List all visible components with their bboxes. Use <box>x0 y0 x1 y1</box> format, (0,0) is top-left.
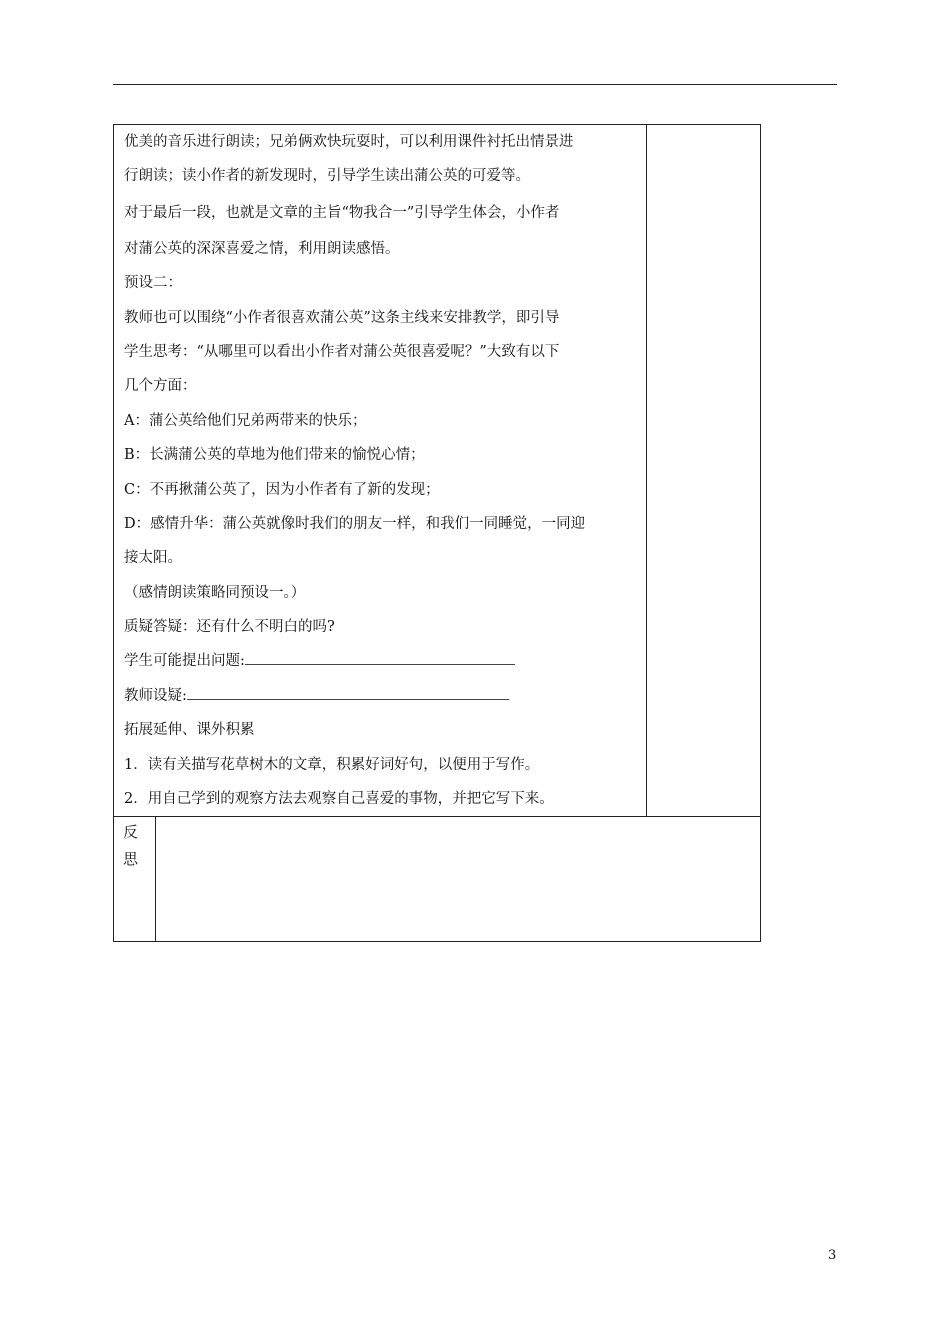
content-line: 对蒲公英的深深喜爱之情，利用朗读感悟。 <box>124 240 400 257</box>
reflection-label-char: 反 <box>123 823 139 842</box>
content-line: B：长满蒲公英的草地为他们带来的愉悦心情； <box>124 447 425 464</box>
lesson-plan-table <box>113 124 761 942</box>
reflection-label-char: 思 <box>123 850 139 869</box>
student-question-label: 学生可能提出问题: <box>124 653 245 670</box>
extension-heading: 拓展延伸、课外积累 <box>124 722 255 739</box>
content-line: 对于最后一段，也就是文章的主旨“物我合一”引导学生体会，小作者 <box>124 204 560 221</box>
content-row <box>114 125 761 817</box>
content-line: 几个方面： <box>124 378 197 395</box>
extension-item: 1．读有关描写花草树木的文章，积累好词好句，以便用于写作。 <box>124 756 540 773</box>
header-rule <box>113 84 837 85</box>
page-number: 3 <box>828 1248 837 1263</box>
content-cell <box>114 125 647 817</box>
extension-item: 2．用自己学到的观察方法去观察自己喜爱的事物，并把它写下来。 <box>124 791 554 808</box>
reflection-cell <box>156 817 761 942</box>
content-line: 优美的音乐进行朗读；兄弟俩欢快玩耍时，可以利用课件衬托出情景进 <box>124 134 574 150</box>
content-line: 学生思考：“从哪里可以看出小作者对蒲公英很喜爱呢？”大致有以下 <box>124 343 560 360</box>
student-question-line <box>124 644 640 678</box>
content-line: 行朗读；读小作者的新发现时，引导学生读出蒲公英的可爱等。 <box>124 168 530 185</box>
content-line: A：蒲公英给他们兄弟两带来的快乐； <box>124 412 367 429</box>
content-line: 接太阳。 <box>124 550 182 567</box>
teacher-question-line <box>124 679 640 713</box>
teacher-question-blank <box>187 698 509 700</box>
notes-cell <box>647 125 761 817</box>
teacher-question-label: 教师设疑: <box>124 687 187 704</box>
content-line: （感情朗读策略同预设一。） <box>124 584 306 601</box>
content-line: 预设二： <box>124 275 182 292</box>
reflection-row <box>114 817 761 942</box>
content-line: 质疑答疑：还有什么不明白的吗? <box>124 619 335 636</box>
content-line: C：不再揪蒲公英了，因为小作者有了新的发现； <box>124 481 440 498</box>
content-line: 教师也可以围绕“小作者很喜欢蒲公英”这条主线来安排教学，即引导 <box>124 309 560 326</box>
reflection-label <box>114 817 156 942</box>
content-line: D：感情升华：蒲公英就像时我们的朋友一样，和我们一同睡觉，一同迎 <box>124 515 586 532</box>
student-question-blank <box>245 663 515 665</box>
content-text <box>114 125 646 816</box>
